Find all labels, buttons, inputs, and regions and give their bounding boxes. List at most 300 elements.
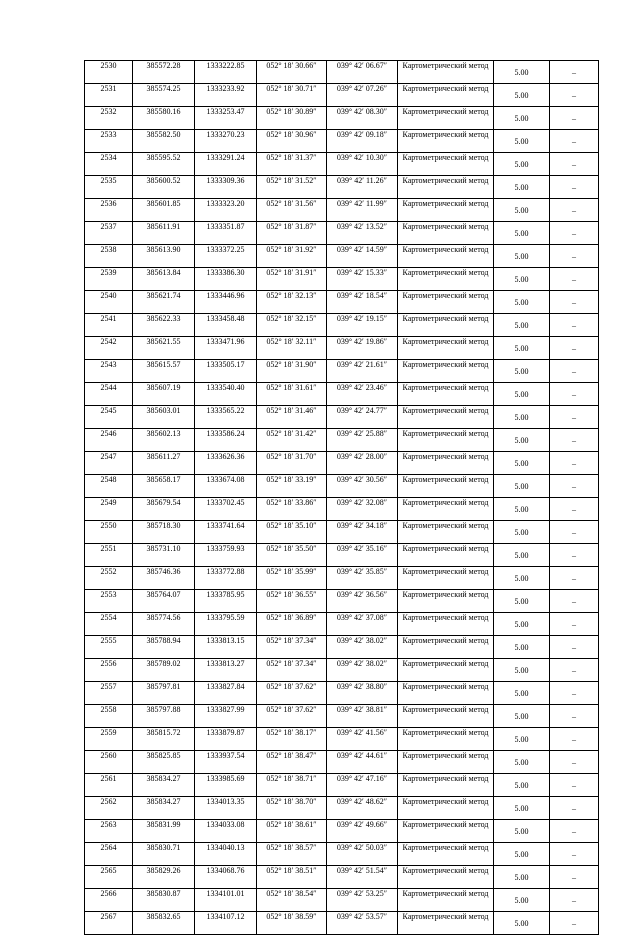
table-row <box>85 61 599 84</box>
table-row <box>85 912 599 935</box>
longitude-cell: 039° 42′ 10.30″ <box>327 153 398 176</box>
latitude-cell: 052° 18′ 37.34″ <box>257 659 327 682</box>
tolerance-cell: 5.00 <box>494 659 550 682</box>
latitude-cell: 052° 18′ 31.46″ <box>257 406 327 429</box>
longitude-cell: 039° 42′ 15.33″ <box>327 268 398 291</box>
table-row <box>85 222 599 245</box>
y-coordinate-cell: 1333253.47 <box>195 107 257 130</box>
latitude-cell: 052° 18′ 33.19″ <box>257 475 327 498</box>
x-coordinate-cell: 385574.25 <box>133 84 195 107</box>
table-row <box>85 452 599 475</box>
note-cell: – <box>550 797 599 820</box>
y-coordinate-cell: 1333813.27 <box>195 659 257 682</box>
x-coordinate-cell: 385746.36 <box>133 567 195 590</box>
latitude-cell: 052° 18′ 38.51″ <box>257 866 327 889</box>
y-coordinate-cell: 1333505.17 <box>195 360 257 383</box>
point-number-cell: 2559 <box>85 728 133 751</box>
longitude-cell: 039° 42′ 13.52″ <box>327 222 398 245</box>
note-cell: – <box>550 590 599 613</box>
longitude-cell: 039° 42′ 36.56″ <box>327 590 398 613</box>
tolerance-cell: 5.00 <box>494 222 550 245</box>
longitude-cell: 039° 42′ 08.30″ <box>327 107 398 130</box>
point-number-cell: 2551 <box>85 544 133 567</box>
x-coordinate-cell: 385830.71 <box>133 843 195 866</box>
note-cell: – <box>550 245 599 268</box>
x-coordinate-cell: 385679.54 <box>133 498 195 521</box>
coordinates-table-body <box>85 61 599 935</box>
table-row <box>85 130 599 153</box>
point-number-cell: 2553 <box>85 590 133 613</box>
latitude-cell: 052° 18′ 38.59″ <box>257 912 327 935</box>
method-cell: Картометрический метод <box>398 544 494 567</box>
y-coordinate-cell: 1333291.24 <box>195 153 257 176</box>
method-cell: Картометрический метод <box>398 659 494 682</box>
longitude-cell: 039° 42′ 34.18″ <box>327 521 398 544</box>
x-coordinate-cell: 385789.02 <box>133 659 195 682</box>
point-number-cell: 2547 <box>85 452 133 475</box>
x-coordinate-cell: 385797.88 <box>133 705 195 728</box>
note-cell: – <box>550 751 599 774</box>
note-cell: – <box>550 130 599 153</box>
x-coordinate-cell: 385797.81 <box>133 682 195 705</box>
y-coordinate-cell: 1333386.30 <box>195 268 257 291</box>
point-number-cell: 2564 <box>85 843 133 866</box>
longitude-cell: 039° 42′ 38.02″ <box>327 636 398 659</box>
point-number-cell: 2537 <box>85 222 133 245</box>
tolerance-cell: 5.00 <box>494 107 550 130</box>
x-coordinate-cell: 385718.30 <box>133 521 195 544</box>
y-coordinate-cell: 1333813.15 <box>195 636 257 659</box>
point-number-cell: 2546 <box>85 429 133 452</box>
tolerance-cell: 5.00 <box>494 452 550 475</box>
table-row <box>85 291 599 314</box>
point-number-cell: 2554 <box>85 613 133 636</box>
method-cell: Картометрический метод <box>398 291 494 314</box>
table-row <box>85 337 599 360</box>
x-coordinate-cell: 385834.27 <box>133 797 195 820</box>
latitude-cell: 052° 18′ 30.89″ <box>257 107 327 130</box>
note-cell: – <box>550 406 599 429</box>
longitude-cell: 039° 42′ 44.61″ <box>327 751 398 774</box>
note-cell: – <box>550 360 599 383</box>
method-cell: Картометрический метод <box>398 337 494 360</box>
x-coordinate-cell: 385831.99 <box>133 820 195 843</box>
point-number-cell: 2541 <box>85 314 133 337</box>
y-coordinate-cell: 1333372.25 <box>195 245 257 268</box>
method-cell: Картометрический метод <box>398 452 494 475</box>
y-coordinate-cell: 1333323.20 <box>195 199 257 222</box>
tolerance-cell: 5.00 <box>494 337 550 360</box>
note-cell: – <box>550 199 599 222</box>
longitude-cell: 039° 42′ 18.54″ <box>327 291 398 314</box>
note-cell: – <box>550 613 599 636</box>
point-number-cell: 2531 <box>85 84 133 107</box>
y-coordinate-cell: 1334068.76 <box>195 866 257 889</box>
method-cell: Картометрический метод <box>398 268 494 291</box>
tolerance-cell: 5.00 <box>494 843 550 866</box>
table-row <box>85 176 599 199</box>
method-cell: Картометрический метод <box>398 843 494 866</box>
method-cell: Картометрический метод <box>398 820 494 843</box>
tolerance-cell: 5.00 <box>494 521 550 544</box>
longitude-cell: 039° 42′ 14.59″ <box>327 245 398 268</box>
table-row <box>85 751 599 774</box>
y-coordinate-cell: 1333540.40 <box>195 383 257 406</box>
y-coordinate-cell: 1333458.48 <box>195 314 257 337</box>
method-cell: Картометрический метод <box>398 728 494 751</box>
note-cell: – <box>550 314 599 337</box>
x-coordinate-cell: 385832.65 <box>133 912 195 935</box>
latitude-cell: 052° 18′ 32.15″ <box>257 314 327 337</box>
longitude-cell: 039° 42′ 11.26″ <box>327 176 398 199</box>
y-coordinate-cell: 1333309.36 <box>195 176 257 199</box>
latitude-cell: 052° 18′ 38.47″ <box>257 751 327 774</box>
method-cell: Картометрический метод <box>398 130 494 153</box>
y-coordinate-cell: 1333351.87 <box>195 222 257 245</box>
x-coordinate-cell: 385601.85 <box>133 199 195 222</box>
note-cell: – <box>550 866 599 889</box>
y-coordinate-cell: 1333626.36 <box>195 452 257 475</box>
point-number-cell: 2566 <box>85 889 133 912</box>
x-coordinate-cell: 385788.94 <box>133 636 195 659</box>
y-coordinate-cell: 1333565.22 <box>195 406 257 429</box>
x-coordinate-cell: 385613.90 <box>133 245 195 268</box>
note-cell: – <box>550 774 599 797</box>
table-row <box>85 820 599 843</box>
tolerance-cell: 5.00 <box>494 153 550 176</box>
y-coordinate-cell: 1334101.01 <box>195 889 257 912</box>
table-row <box>85 728 599 751</box>
latitude-cell: 052° 18′ 38.61″ <box>257 820 327 843</box>
latitude-cell: 052° 18′ 36.89″ <box>257 613 327 636</box>
y-coordinate-cell: 1333827.84 <box>195 682 257 705</box>
point-number-cell: 2556 <box>85 659 133 682</box>
note-cell: – <box>550 912 599 935</box>
method-cell: Картометрический метод <box>398 153 494 176</box>
longitude-cell: 039° 42′ 24.77″ <box>327 406 398 429</box>
point-number-cell: 2530 <box>85 61 133 84</box>
note-cell: – <box>550 452 599 475</box>
latitude-cell: 052° 18′ 32.13″ <box>257 291 327 314</box>
table-row <box>85 659 599 682</box>
method-cell: Картометрический метод <box>398 797 494 820</box>
longitude-cell: 039° 42′ 38.02″ <box>327 659 398 682</box>
point-number-cell: 2560 <box>85 751 133 774</box>
y-coordinate-cell: 1334107.12 <box>195 912 257 935</box>
x-coordinate-cell: 385764.07 <box>133 590 195 613</box>
latitude-cell: 052° 18′ 38.54″ <box>257 889 327 912</box>
method-cell: Картометрический метод <box>398 613 494 636</box>
note-cell: – <box>550 475 599 498</box>
point-number-cell: 2540 <box>85 291 133 314</box>
latitude-cell: 052° 18′ 31.52″ <box>257 176 327 199</box>
longitude-cell: 039° 42′ 25.88″ <box>327 429 398 452</box>
method-cell: Картометрический метод <box>398 176 494 199</box>
tolerance-cell: 5.00 <box>494 383 550 406</box>
longitude-cell: 039° 42′ 53.57″ <box>327 912 398 935</box>
longitude-cell: 039° 42′ 09.18″ <box>327 130 398 153</box>
point-number-cell: 2542 <box>85 337 133 360</box>
table-row <box>85 314 599 337</box>
latitude-cell: 052° 18′ 31.90″ <box>257 360 327 383</box>
table-row <box>85 567 599 590</box>
note-cell: – <box>550 567 599 590</box>
y-coordinate-cell: 1333471.96 <box>195 337 257 360</box>
longitude-cell: 039° 42′ 38.80″ <box>327 682 398 705</box>
latitude-cell: 052° 18′ 32.11″ <box>257 337 327 360</box>
longitude-cell: 039° 42′ 23.46″ <box>327 383 398 406</box>
y-coordinate-cell: 1334040.13 <box>195 843 257 866</box>
y-coordinate-cell: 1333674.08 <box>195 475 257 498</box>
point-number-cell: 2539 <box>85 268 133 291</box>
tolerance-cell: 5.00 <box>494 728 550 751</box>
tolerance-cell: 5.00 <box>494 590 550 613</box>
tolerance-cell: 5.00 <box>494 199 550 222</box>
point-number-cell: 2533 <box>85 130 133 153</box>
latitude-cell: 052° 18′ 31.61″ <box>257 383 327 406</box>
method-cell: Картометрический метод <box>398 61 494 84</box>
y-coordinate-cell: 1333827.99 <box>195 705 257 728</box>
y-coordinate-cell: 1333879.87 <box>195 728 257 751</box>
tolerance-cell: 5.00 <box>494 567 550 590</box>
table-row <box>85 613 599 636</box>
point-number-cell: 2544 <box>85 383 133 406</box>
y-coordinate-cell: 1333586.24 <box>195 429 257 452</box>
longitude-cell: 039° 42′ 37.08″ <box>327 613 398 636</box>
longitude-cell: 039° 42′ 35.16″ <box>327 544 398 567</box>
method-cell: Картометрический метод <box>398 636 494 659</box>
method-cell: Картометрический метод <box>398 521 494 544</box>
table-row <box>85 107 599 130</box>
tolerance-cell: 5.00 <box>494 751 550 774</box>
table-row <box>85 360 599 383</box>
note-cell: – <box>550 107 599 130</box>
latitude-cell: 052° 18′ 37.62″ <box>257 682 327 705</box>
note-cell: – <box>550 429 599 452</box>
tolerance-cell: 5.00 <box>494 130 550 153</box>
tolerance-cell: 5.00 <box>494 475 550 498</box>
note-cell: – <box>550 659 599 682</box>
note-cell: – <box>550 682 599 705</box>
y-coordinate-cell: 1333759.93 <box>195 544 257 567</box>
longitude-cell: 039° 42′ 30.56″ <box>327 475 398 498</box>
y-coordinate-cell: 1333446.96 <box>195 291 257 314</box>
point-number-cell: 2563 <box>85 820 133 843</box>
table-row <box>85 797 599 820</box>
latitude-cell: 052° 18′ 30.71″ <box>257 84 327 107</box>
table-row <box>85 245 599 268</box>
tolerance-cell: 5.00 <box>494 613 550 636</box>
y-coordinate-cell: 1334013.35 <box>195 797 257 820</box>
note-cell: – <box>550 268 599 291</box>
x-coordinate-cell: 385611.27 <box>133 452 195 475</box>
x-coordinate-cell: 385602.13 <box>133 429 195 452</box>
table-row <box>85 866 599 889</box>
latitude-cell: 052° 18′ 31.87″ <box>257 222 327 245</box>
point-number-cell: 2562 <box>85 797 133 820</box>
note-cell: – <box>550 544 599 567</box>
tolerance-cell: 5.00 <box>494 429 550 452</box>
tolerance-cell: 5.00 <box>494 84 550 107</box>
x-coordinate-cell: 385600.52 <box>133 176 195 199</box>
x-coordinate-cell: 385572.28 <box>133 61 195 84</box>
tolerance-cell: 5.00 <box>494 61 550 84</box>
note-cell: – <box>550 498 599 521</box>
method-cell: Картометрический метод <box>398 912 494 935</box>
latitude-cell: 052° 18′ 38.57″ <box>257 843 327 866</box>
method-cell: Картометрический метод <box>398 889 494 912</box>
x-coordinate-cell: 385615.57 <box>133 360 195 383</box>
latitude-cell: 052° 18′ 31.91″ <box>257 268 327 291</box>
point-number-cell: 2555 <box>85 636 133 659</box>
note-cell: – <box>550 521 599 544</box>
tolerance-cell: 5.00 <box>494 912 550 935</box>
x-coordinate-cell: 385825.85 <box>133 751 195 774</box>
tolerance-cell: 5.00 <box>494 866 550 889</box>
point-number-cell: 2549 <box>85 498 133 521</box>
longitude-cell: 039° 42′ 07.26″ <box>327 84 398 107</box>
longitude-cell: 039° 42′ 51.54″ <box>327 866 398 889</box>
point-number-cell: 2561 <box>85 774 133 797</box>
point-number-cell: 2550 <box>85 521 133 544</box>
y-coordinate-cell: 1333270.23 <box>195 130 257 153</box>
method-cell: Картометрический метод <box>398 774 494 797</box>
point-number-cell: 2552 <box>85 567 133 590</box>
y-coordinate-cell: 1333233.92 <box>195 84 257 107</box>
y-coordinate-cell: 1333741.64 <box>195 521 257 544</box>
longitude-cell: 039° 42′ 41.56″ <box>327 728 398 751</box>
x-coordinate-cell: 385731.10 <box>133 544 195 567</box>
tolerance-cell: 5.00 <box>494 889 550 912</box>
point-number-cell: 2535 <box>85 176 133 199</box>
method-cell: Картометрический метод <box>398 360 494 383</box>
method-cell: Картометрический метод <box>398 705 494 728</box>
longitude-cell: 039° 42′ 32.08″ <box>327 498 398 521</box>
table-row <box>85 843 599 866</box>
latitude-cell: 052° 18′ 31.37″ <box>257 153 327 176</box>
x-coordinate-cell: 385603.01 <box>133 406 195 429</box>
longitude-cell: 039° 42′ 19.15″ <box>327 314 398 337</box>
longitude-cell: 039° 42′ 47.16″ <box>327 774 398 797</box>
tolerance-cell: 5.00 <box>494 682 550 705</box>
latitude-cell: 052° 18′ 31.42″ <box>257 429 327 452</box>
x-coordinate-cell: 385829.26 <box>133 866 195 889</box>
x-coordinate-cell: 385815.72 <box>133 728 195 751</box>
method-cell: Картометрический метод <box>398 107 494 130</box>
longitude-cell: 039° 42′ 38.81″ <box>327 705 398 728</box>
note-cell: – <box>550 291 599 314</box>
tolerance-cell: 5.00 <box>494 774 550 797</box>
tolerance-cell: 5.00 <box>494 360 550 383</box>
x-coordinate-cell: 385830.87 <box>133 889 195 912</box>
latitude-cell: 052° 18′ 38.71″ <box>257 774 327 797</box>
note-cell: – <box>550 705 599 728</box>
note-cell: – <box>550 222 599 245</box>
latitude-cell: 052° 18′ 37.62″ <box>257 705 327 728</box>
point-number-cell: 2548 <box>85 475 133 498</box>
table-row <box>85 429 599 452</box>
method-cell: Картометрический метод <box>398 567 494 590</box>
method-cell: Картометрический метод <box>398 84 494 107</box>
tolerance-cell: 5.00 <box>494 797 550 820</box>
point-number-cell: 2565 <box>85 866 133 889</box>
method-cell: Картометрический метод <box>398 866 494 889</box>
latitude-cell: 052° 18′ 35.10″ <box>257 521 327 544</box>
method-cell: Картометрический метод <box>398 383 494 406</box>
table-row <box>85 636 599 659</box>
longitude-cell: 039° 42′ 53.25″ <box>327 889 398 912</box>
point-number-cell: 2532 <box>85 107 133 130</box>
note-cell: – <box>550 889 599 912</box>
longitude-cell: 039° 42′ 11.99″ <box>327 199 398 222</box>
note-cell: – <box>550 728 599 751</box>
tolerance-cell: 5.00 <box>494 314 550 337</box>
x-coordinate-cell: 385834.27 <box>133 774 195 797</box>
table-row <box>85 383 599 406</box>
x-coordinate-cell: 385611.91 <box>133 222 195 245</box>
method-cell: Картометрический метод <box>398 590 494 613</box>
table-row <box>85 544 599 567</box>
note-cell: – <box>550 61 599 84</box>
latitude-cell: 052° 18′ 38.70″ <box>257 797 327 820</box>
note-cell: – <box>550 383 599 406</box>
x-coordinate-cell: 385621.55 <box>133 337 195 360</box>
tolerance-cell: 5.00 <box>494 268 550 291</box>
x-coordinate-cell: 385607.19 <box>133 383 195 406</box>
x-coordinate-cell: 385621.74 <box>133 291 195 314</box>
latitude-cell: 052° 18′ 35.99″ <box>257 567 327 590</box>
table-row <box>85 889 599 912</box>
longitude-cell: 039° 42′ 49.66″ <box>327 820 398 843</box>
method-cell: Картометрический метод <box>398 682 494 705</box>
tolerance-cell: 5.00 <box>494 406 550 429</box>
x-coordinate-cell: 385658.17 <box>133 475 195 498</box>
table-row <box>85 590 599 613</box>
y-coordinate-cell: 1333985.69 <box>195 774 257 797</box>
coordinates-table <box>84 60 599 935</box>
table-row <box>85 84 599 107</box>
point-number-cell: 2538 <box>85 245 133 268</box>
note-cell: – <box>550 337 599 360</box>
tolerance-cell: 5.00 <box>494 245 550 268</box>
point-number-cell: 2536 <box>85 199 133 222</box>
latitude-cell: 052° 18′ 31.92″ <box>257 245 327 268</box>
table-row <box>85 705 599 728</box>
table-row <box>85 774 599 797</box>
longitude-cell: 039° 42′ 50.03″ <box>327 843 398 866</box>
latitude-cell: 052° 18′ 31.56″ <box>257 199 327 222</box>
latitude-cell: 052° 18′ 38.17″ <box>257 728 327 751</box>
tolerance-cell: 5.00 <box>494 705 550 728</box>
table-row <box>85 475 599 498</box>
table-row <box>85 521 599 544</box>
method-cell: Картометрический метод <box>398 245 494 268</box>
method-cell: Картометрический метод <box>398 475 494 498</box>
method-cell: Картометрический метод <box>398 751 494 774</box>
y-coordinate-cell: 1333795.59 <box>195 613 257 636</box>
longitude-cell: 039° 42′ 06.67″ <box>327 61 398 84</box>
x-coordinate-cell: 385582.50 <box>133 130 195 153</box>
latitude-cell: 052° 18′ 37.34″ <box>257 636 327 659</box>
x-coordinate-cell: 385613.84 <box>133 268 195 291</box>
y-coordinate-cell: 1333785.95 <box>195 590 257 613</box>
x-coordinate-cell: 385595.52 <box>133 153 195 176</box>
y-coordinate-cell: 1334033.08 <box>195 820 257 843</box>
point-number-cell: 2558 <box>85 705 133 728</box>
tolerance-cell: 5.00 <box>494 636 550 659</box>
y-coordinate-cell: 1333702.45 <box>195 498 257 521</box>
latitude-cell: 052° 18′ 30.66″ <box>257 61 327 84</box>
